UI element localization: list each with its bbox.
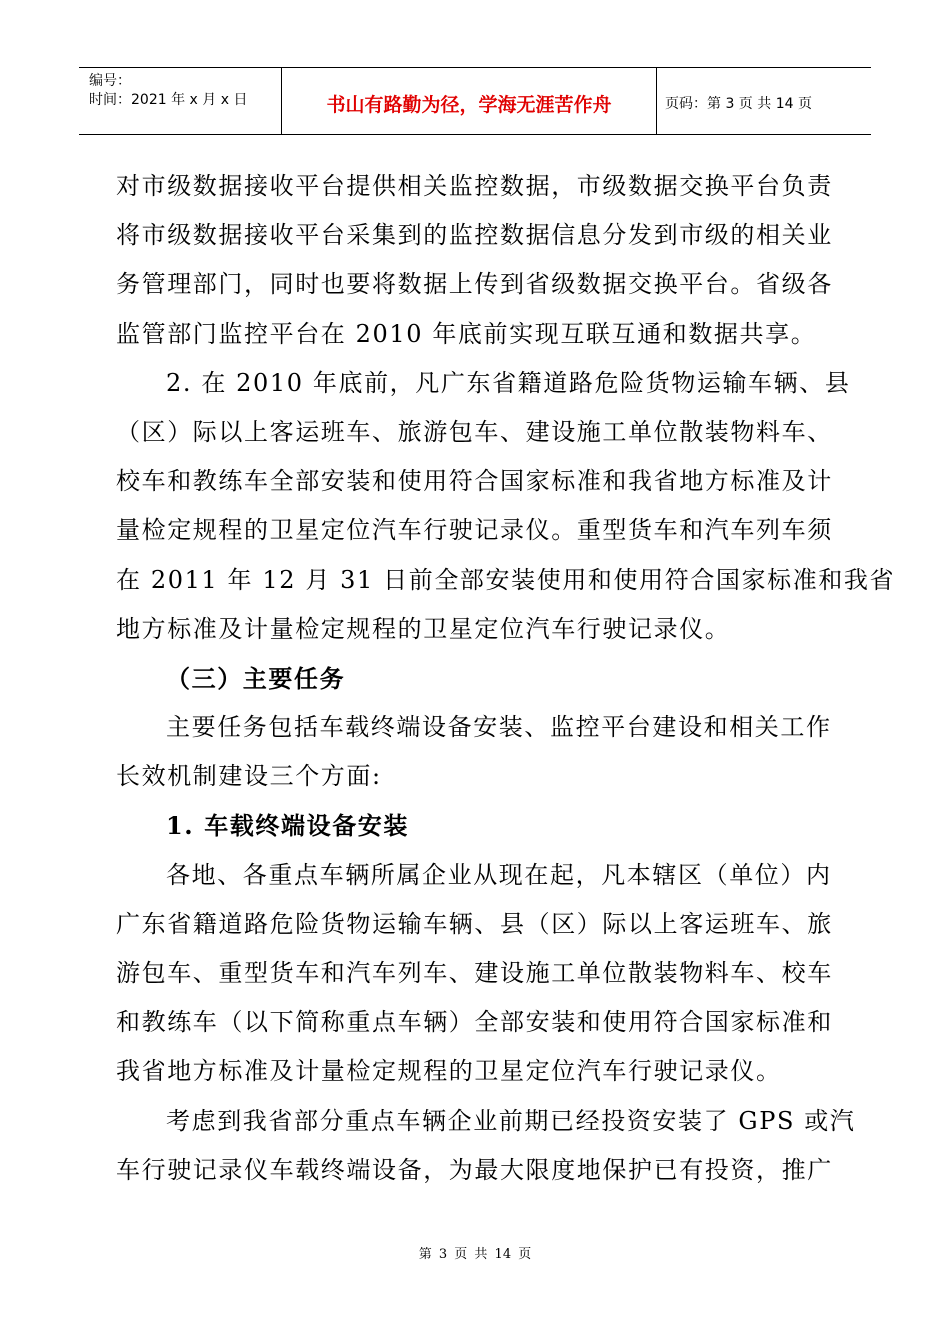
page-header [79,67,871,135]
body-line: 对市级数据接收平台提供相关监控数据，市级数据交换平台负责 [116,172,833,200]
body-line: 监管部门监控平台在 2010 年底前实现互联互通和数据共享。 [116,319,817,348]
body-line: 2. 在 2010 年底前，凡广东省籍道路危险货物运输车辆、县 [166,368,851,397]
body-line: 车行驶记录仪车载终端设备，为最大限度地保护已有投资，推广 [116,1155,833,1184]
subsection-heading: 1. 车载终端设备安装 [166,811,410,841]
body-line: 地方标准及计量检定规程的卫星定位汽车行驶记录仪。 [116,614,731,643]
body-line: 务管理部门，同时也要将数据上传到省级数据交换平台。省级各 [116,270,833,299]
body-line: 考虑到我省部分重点车辆企业前期已经投资安装了 GPS 或汽 [166,1106,856,1135]
page-footer: 第 3 页 共 14 页 [418,1247,532,1262]
body-line: 各地、各重点车辆所属企业从现在起，凡本辖区（单位）内 [166,860,832,889]
body-line: 量检定规程的卫星定位汽车行驶记录仪。重型货车和汽车列车须 [116,516,833,545]
body-line: 将市级数据接收平台采集到的监控数据信息分发到市级的相关业 [116,221,833,250]
header-info-cell [79,68,282,134]
header-motto: 书山有路勤为径，学海无涯苦作舟 [282,68,657,134]
body-line: 校车和教练车全部安装和使用符合国家标准和我省地方标准及计 [116,467,833,496]
body-line: 在 2011 年 12 月 31 日前全部安装使用和使用符合国家标准和我省 [116,565,896,594]
body-line: 长效机制建设三个方面: [116,762,382,791]
body-line: （区）际以上客运班车、旅游包车、建设施工单位散装物料车、 [116,417,833,446]
document-body [116,162,896,1195]
body-line: 和教练车（以下简称重点车辆）全部安装和使用符合国家标准和 [116,1008,833,1037]
document-number-label: 编号： [89,73,131,89]
header-page-info: 页码：第 3 页 共 14 页 [665,96,812,112]
document-date: 时间：2021 年 x 月 x 日 [89,92,248,108]
section-heading: （三）主要任务 [166,663,346,693]
body-line: 我省地方标准及计量检定规程的卫星定位汽车行驶记录仪。 [116,1057,782,1086]
body-line: 游包车、重型货车和汽车列车、建设施工单位散装物料车、校车 [116,959,833,987]
body-line: 主要任务包括车载终端设备安装、监控平台建设和相关工作 [166,713,832,742]
body-line: 广东省籍道路危险货物运输车辆、县（区）际以上客运班车、旅 [116,909,833,938]
